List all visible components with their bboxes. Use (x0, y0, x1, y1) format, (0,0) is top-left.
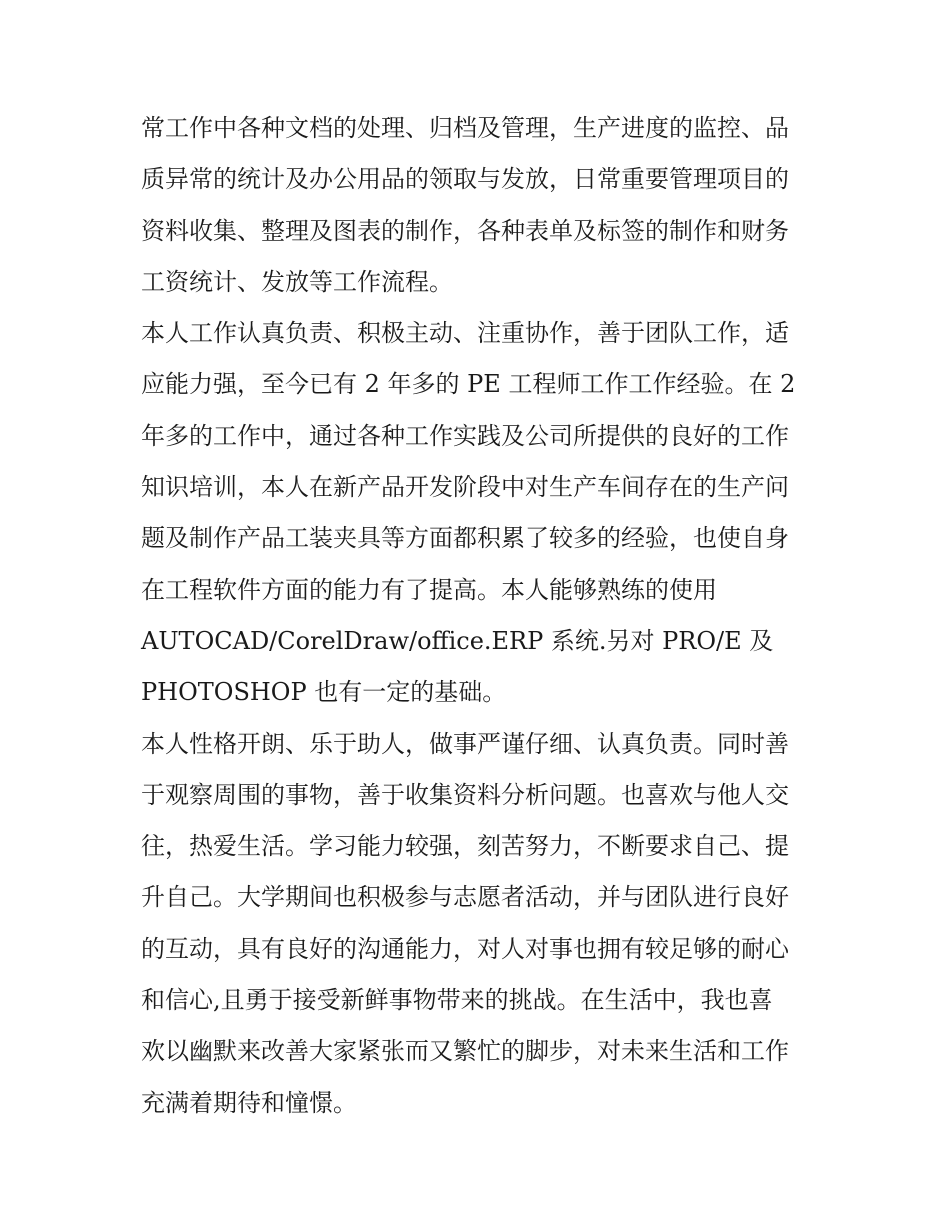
text-line: 和信心,且勇于接受新鲜事物带来的挑战。在生活中，我也喜 (141, 986, 773, 1015)
text-line: 升自己。大学期间也积极参与志愿者活动，并与团队进行良好 (141, 883, 789, 912)
text-line: 题及制作产品工装夹具等方面都积累了较多的经验，也使自身 (141, 524, 789, 553)
text-line: 在工程软件方面的能力有了提高。本人能够熟练的使用 (141, 575, 717, 604)
text-line: 常工作中各种文档的处理、归档及管理，生产进度的监控、品 (141, 114, 789, 142)
text-line: PHOTOSHOP 也有一定的基础。 (141, 678, 507, 707)
text-line: 知识培训，本人在新产品开发阶段中对生产车间存在的生产问 (141, 473, 789, 502)
text-line: 资料收集、整理及图表的制作，各种表单及标签的制作和财务 (141, 216, 789, 245)
text-line: 本人性格开朗、乐于助人，做事严谨仔细、认真负责。同时善 (141, 729, 789, 758)
paragraph-work-duties (141, 103, 821, 308)
text-line: 的互动，具有良好的沟通能力，对人对事也拥有较足够的耐心 (141, 934, 789, 963)
paragraph-personality (141, 719, 821, 1129)
text-line: 本人工作认真负责、积极主动、注重协作，善于团队工作，适 (141, 319, 789, 348)
text-line: 质异常的统计及办公用品的领取与发放，日常重要管理项目的 (141, 165, 789, 194)
text-line: 充满着期待和憧憬。 (141, 1088, 357, 1117)
text-line: AUTOCAD/CorelDraw/office.ERP 系统.另对 PRO/E 及 (141, 626, 774, 655)
text-line: 于观察周围的事物，善于收集资料分析问题。也喜欢与他人交 (141, 780, 789, 809)
text-line: 应能力强，至今已有 2 年多的 PE 工程师工作工作经验。在 2 (141, 370, 796, 399)
text-line: 欢以幽默来改善大家紧张而又繁忙的脚步，对未来生活和工作 (141, 1037, 789, 1066)
paragraph-work-experience (141, 308, 821, 718)
document-body (141, 103, 821, 1129)
text-line: 往，热爱生活。学习能力较强，刻苦努力，不断要求自己、提 (141, 832, 789, 861)
text-line: 年多的工作中，通过各种工作实践及公司所提供的良好的工作 (141, 421, 789, 450)
text-line: 工资统计、发放等工作流程。 (141, 267, 453, 296)
